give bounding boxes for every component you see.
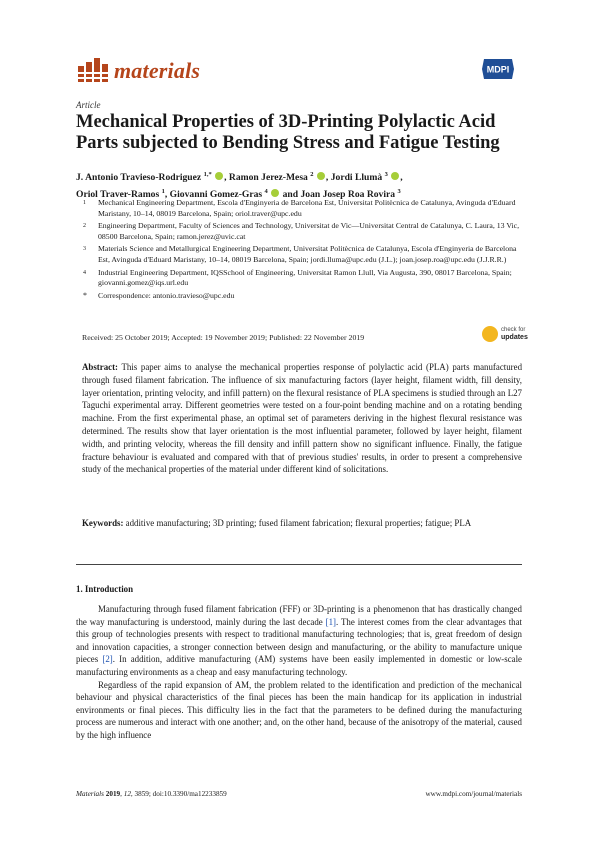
introduction-body (76, 603, 522, 742)
correspondence-mark: * (83, 290, 87, 300)
orcid-icon[interactable] (215, 172, 223, 180)
check-for-label: check for (501, 327, 526, 333)
author-name[interactable]: Oriol Traver-Ramos (76, 189, 160, 201)
orcid-icon[interactable] (391, 172, 399, 180)
affiliation-item (76, 198, 522, 219)
footer-volume: 12 (123, 790, 131, 798)
correspondence (76, 291, 522, 302)
author-name[interactable]: Joan Josep Roa Rovira (300, 189, 396, 201)
mdpi-logo-icon (480, 57, 516, 81)
author-name[interactable]: Ramon Jerez-Mesa (228, 172, 308, 184)
check-for-updates-button[interactable] (482, 324, 532, 346)
author-affiliation-mark: 3 (384, 171, 388, 178)
abstract (82, 361, 522, 476)
footer-url[interactable]: www.mdpi.com/journal/materials (425, 790, 522, 798)
affiliation-text: Industrial Engineering Department, IQSSchool of Engineering, Universitat Ramon Llull, Via Augusta, 390, 08017 Barcelona, Spain; giovanni.gomez@iqs.url.edu (98, 267, 512, 288)
author-name[interactable]: Jordi Llumà (330, 172, 383, 184)
paragraph: Manufacturing through fused filament fabrication (FFF) or 3D-printing is a phenomenon that has drastically changed the way manufacturing is understood, mainly during the last decade [1]. The interest comes from the clear advantages that this group of technologies presents with respect to traditional manufacturing technologies; that is, great freedom of design and innovation capacities, a stronger connection between design and manufacturing, or the ability to manufacture unique pieces [2]. In addition, additive manufacturing (AM) systems have been easily implemented in domestic or low-scale manufacturing environments as a cheap and easy manufacturing technology. (76, 604, 522, 677)
keywords-label: Keywords: (82, 518, 124, 528)
footer-doi: , 3859; doi:10.3390/ma12233859 (130, 790, 227, 798)
author-affiliation-mark: 3 (397, 188, 401, 196)
affiliation-number: 2 (83, 223, 86, 230)
citation-link[interactable]: [2] (102, 654, 113, 665)
footer-year: 2019 (105, 790, 121, 798)
orcid-icon[interactable] (317, 172, 325, 180)
author-name[interactable]: J. Antonio Travieso-Rodriguez (76, 172, 202, 184)
author-affiliation-mark: 1,* (203, 171, 212, 178)
paragraph: Regardless of the rapid expansion of AM, the problem related to the identification and prediction of the mechanical behaviour and physical characteristics of the final pieces has been the main handicap for its application in industrial environments or final pieces. This difficulty lies in the fact that the parameters to be defined during the manufacturing process are numerous and interact with one another; and, on the other hand, because of the anisotropy of the material, caused by the high influence (76, 679, 522, 740)
section-divider (76, 564, 522, 565)
publication-dates: Received: 25 October 2019; Accepted: 19 November 2019; Published: 22 November 2019 (82, 333, 365, 342)
section-heading: 1. Introduction (76, 584, 134, 594)
article-title: Mechanical Properties of 3D-Printing Polylactic Acid Parts subjected to Bending Stress and Fatigue Testing (76, 112, 500, 153)
mdpi-logo (480, 57, 516, 81)
journal-name: materials (114, 58, 201, 83)
author-affiliation-mark: 2 (310, 171, 314, 178)
correspondence-text[interactable]: Correspondence: antonio.travieso@upc.edu (98, 290, 235, 300)
affiliation-item (76, 221, 522, 242)
article-type: Article (76, 100, 101, 110)
keywords (82, 517, 522, 530)
affiliation-number: 3 (83, 246, 86, 253)
update-badge-icon (482, 326, 498, 342)
updates-label: updates (501, 334, 528, 341)
orcid-icon[interactable] (271, 189, 279, 197)
author-affiliation-mark: 1 (161, 188, 165, 196)
affiliation-item (76, 244, 522, 265)
affiliation-number: 1 (83, 200, 86, 206)
journal-logo-icon (76, 56, 110, 84)
footer-journal: Materials (76, 790, 104, 798)
journal-logo (76, 56, 226, 86)
affiliation-text: Mechanical Engineering Department, Escola d'Enginyeria de Barcelona Est, Universitat Politècnica de Catalunya, Avinguda d'Eduard Maristany, 10–14, 08019 Barcelona, Spain; oriol.traver@upc.edu (98, 198, 516, 218)
citation-link[interactable]: [1] (325, 616, 337, 627)
affiliation-number: 4 (83, 269, 86, 276)
affiliations (76, 198, 522, 303)
author-list: J. Antonio Travieso-Rodriguez $^{1,*}$ , Ramon Jerez-Mesa $^2$ , Jordi Llumà $^3$ , Oriol Traver-Ramos $^1$, Giovanni Gomez-Gras $^4$ and Joan Josep Roa Rovira $^3$ (76, 171, 403, 201)
affiliation-item (76, 268, 522, 289)
affiliation-text: Engineering Department, Faculty of Sciences and Technology, Universitat de Vic—Universitat Central de Catalunya, C. Laura, 13 Vic, 08500 Barcelona, Spain; ramon.jerez@uvic.cat (98, 221, 520, 241)
author-name[interactable]: Giovanni Gomez-Gras (169, 189, 263, 201)
abstract-label: Abstract: (82, 362, 118, 372)
abstract-text: This paper aims to analyse the mechanical properties response of polylactic acid (PLA) parts manufactured through fused filament fabrication. The influence of six manufacturing factors (layer height, filament width, fill density, layer orientation, printing velocity, and infill pattern) on the flexural resistance of PLA specimens is studied through an L27 Taguchi experimental array. Different geometries were tested on a four-point bending machine and on a rotating bending machine. From the first experimental phase, an optimal set of parameters deriving in the highest flexural resistance was determined. The results show that layer orientation is the most influential parameter, followed by layer height, filament width, and printing velocity, whereas the fill density and infill pattern show no significant influence. Finally, the fatigue fracture behaviour is evaluated and compared with that of previous studies' results, in order to present a comprehensive study of the mechanical properties of the material under different kind of solicitations. (82, 362, 523, 475)
author-affiliation-mark: 4 (264, 188, 268, 196)
mdpi-logo-text: MDPI (486, 64, 510, 75)
footer-citation: Materials 2019, 12, 3859; doi:10.3390/ma12233859 (76, 790, 227, 798)
affiliation-text: Materials Science and Metallurgical Engineering Department, Universitat Politècnica de Catalunya, Escola d'Enginyeria de Barcelona Est, Avinguda d'Eduard Maristany, 10–14, 08019 Barcelona, Spain; jordi.lluma@upc.edu (J.L.); joan.josep.roa@upc.edu (J.J.R.R.) (98, 244, 517, 264)
keywords-text: additive manufacturing; 3D printing; fused filament fabrication; flexural properties; fatigue; PLA (125, 518, 472, 528)
